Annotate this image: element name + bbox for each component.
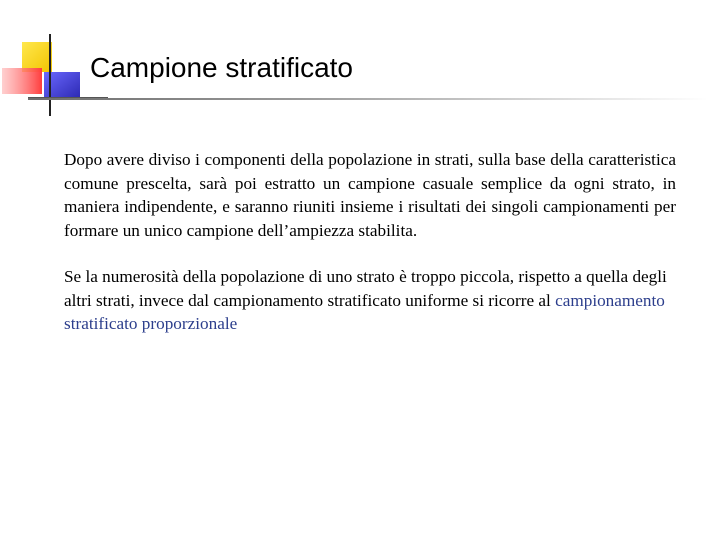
yellow-square <box>22 42 52 72</box>
paragraph-2 <box>64 265 676 336</box>
slide-body <box>64 148 676 359</box>
slide-title: Campione stratificato <box>90 52 354 83</box>
highlighted-term: campionamento stratificato proporzionale <box>64 290 665 333</box>
paragraph-1: Dopo avere diviso i componenti della popolazione in strati, sulla base della caratteristica comune prescelta, sarà poi estratto un campione casuale semplice da ogni strato, in maniera indipendente, e saranno riuniti insieme i risultati dei singoli campionamenti per formare un unico campione dell’ampiezza stabilita. <box>64 150 676 240</box>
title-divider <box>28 98 708 100</box>
red-square <box>2 68 42 94</box>
paragraph-2-text: Se la numerosità della popolazione di uno strato è troppo piccola, rispetto a quella degli altri strati, invece dal campionamento stratificato uniforme si ricorre al <box>64 267 667 310</box>
